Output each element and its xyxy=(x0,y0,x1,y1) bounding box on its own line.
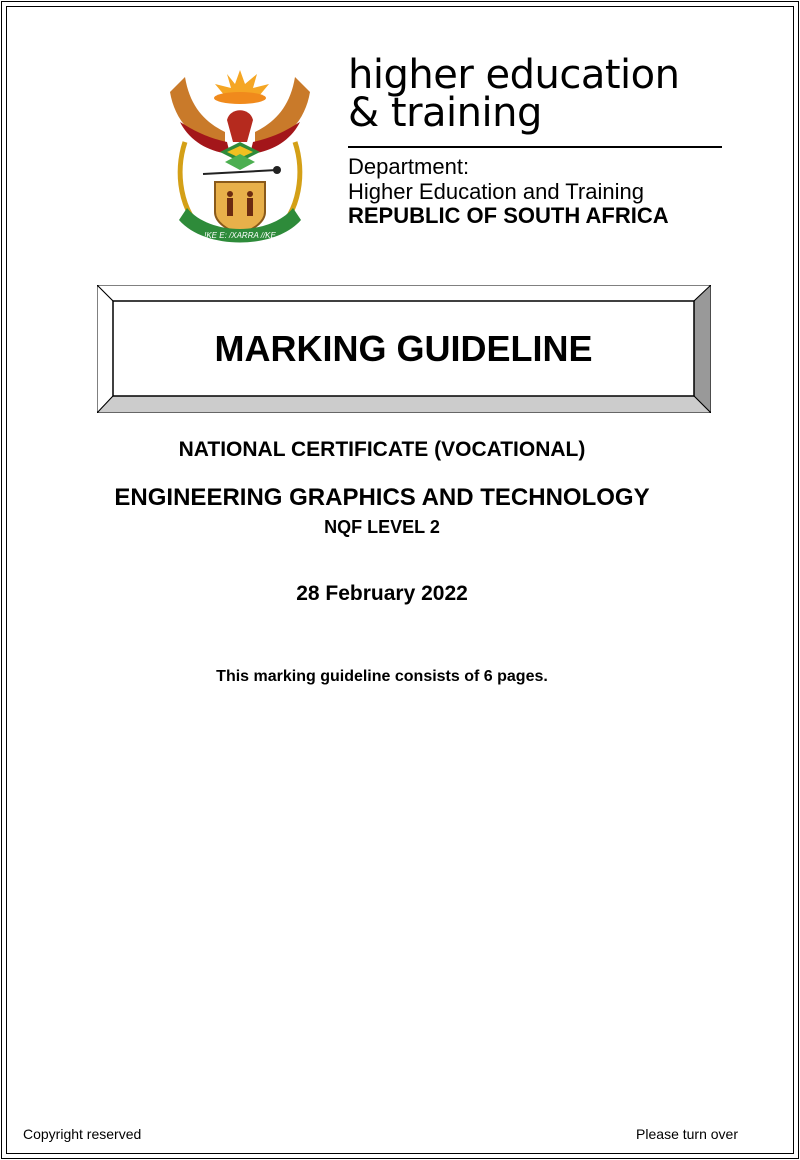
certificate-name: NATIONAL CERTIFICATE (VOCATIONAL) xyxy=(178,438,586,461)
brand-line-1: higher education xyxy=(348,52,680,98)
document-title: MARKING GUIDELINE xyxy=(214,327,593,369)
country-name: REPUBLIC OF SOUTH AFRICA xyxy=(348,203,669,228)
brand-line-2: & training xyxy=(348,90,542,136)
department-label: Department: xyxy=(348,154,470,179)
department-name: Higher Education and Training xyxy=(348,179,644,204)
exam-date: 28 February 2022 xyxy=(296,582,468,605)
crest-motto: !KE E: /XARRA //KE xyxy=(204,231,276,240)
subject-name: ENGINEERING GRAPHICS AND TECHNOLOGY xyxy=(114,484,650,511)
footer-copyright: Copyright reserved xyxy=(23,1126,142,1142)
brand-divider xyxy=(348,146,722,148)
coat-of-arms-logo xyxy=(165,62,315,250)
department-branding xyxy=(348,52,722,228)
footer-turn-over: Please turn over xyxy=(636,1126,738,1142)
nqf-level: NQF LEVEL 2 xyxy=(324,517,440,537)
page-count-note: This marking guideline consists of 6 pages. xyxy=(216,668,548,685)
